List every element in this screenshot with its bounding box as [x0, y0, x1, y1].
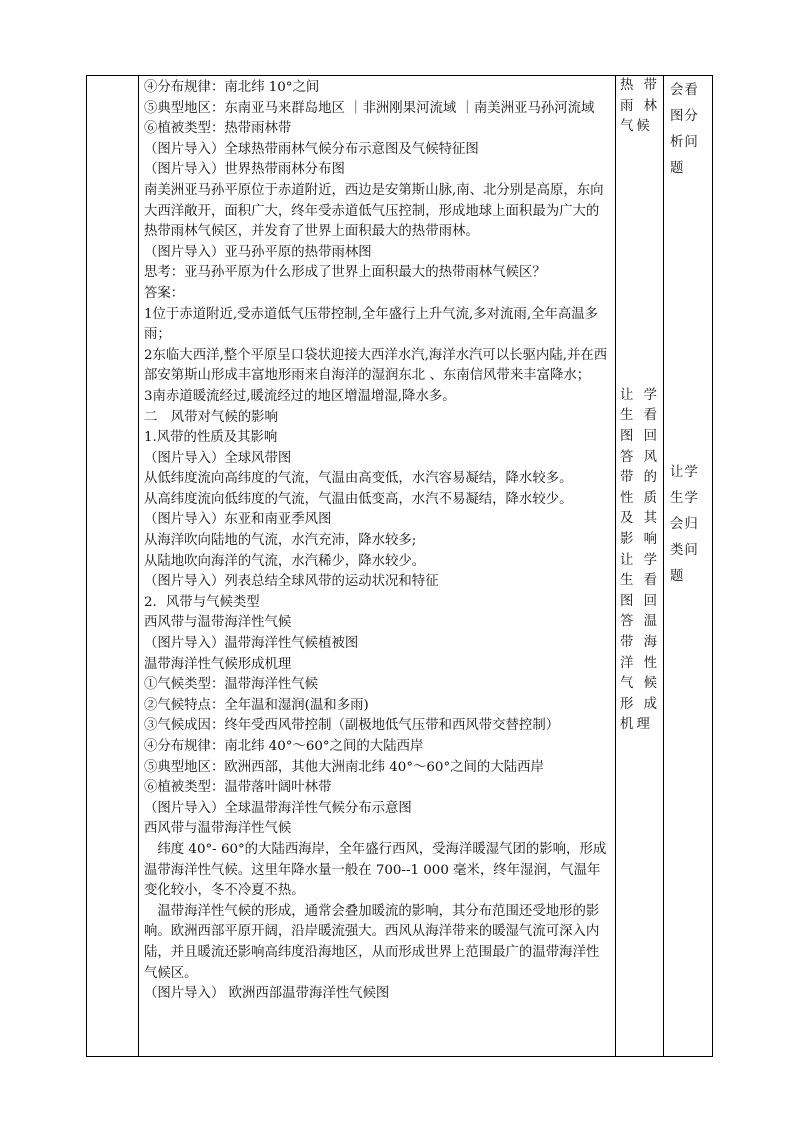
content-line: （图片导入）世界热带雨林分布图: [144, 162, 345, 178]
content-line: 2东临大西洋,整个平原呈口袋状迎接大西洋水汽,海洋水汽可以长驱内陆,并在西部安第斯山形成丰富地形雨来自海洋的湿润东北 、东南信风带来丰富降水；: [144, 347, 608, 384]
content-line: 西风带与温带海洋性气候: [144, 615, 292, 631]
design-intent-top: 会看图分析问题: [670, 83, 699, 176]
content-line: ⑥植被类型：温带落叶阔叶林带: [144, 780, 332, 796]
content-line: 从低纬度流向高纬度的气流，气温由高变低，水汽容易凝结，降水较多。: [144, 471, 573, 487]
content-line: 西风带与温带海洋性气候: [144, 821, 292, 837]
design-intent-cell: [664, 76, 713, 1057]
student-activity-cell: [616, 76, 664, 1057]
content-line: ③气候成因：终年受西风带控制（副极地低气压带和西风带交替控制）: [144, 718, 560, 734]
content-line: （图片导入）亚马孙平原的热带雨林图: [144, 244, 372, 260]
content-line: 3南赤道暖流经过,暖流经过的地区增温增湿,降水多。: [144, 388, 456, 404]
content-line: ④分布规律：南北纬 40°～60°之间的大陆西岸: [144, 739, 424, 754]
content-line: （图片导入） 欧洲西部温带海洋性气候图: [144, 986, 390, 1002]
content-line: 2．风带与气候类型: [144, 594, 260, 610]
student-activity: [616, 76, 663, 736]
content-line: 温带海洋性气候形成机理: [144, 656, 292, 672]
content-line: ④分布规律：南北纬 10°之间: [144, 80, 320, 95]
content-line: （图片导入）全球温带海洋性气候分布示意图: [144, 800, 412, 816]
content-line: 纬度 40°- 60°的大陆西海岸，全年盛行西风，受海洋暖湿气团的影响，形成温带海洋性气候。这里年降水量一般在 700--1 000 毫米，终年湿润，气温年变化较小，冬不冷夏不热。: [144, 841, 607, 899]
content-line: 从高纬度流向低纬度的气流，气温由低变高，水汽不易凝结，降水较少。: [144, 491, 573, 507]
student-activity-top: 热带雨林气候: [620, 78, 660, 135]
content-line: （图片导入）全球风带图: [144, 450, 292, 466]
content-line: 二 风带对气候的影响: [144, 409, 278, 425]
stage-column-cell: [87, 76, 139, 1057]
content-line: 答案：: [144, 285, 185, 301]
content-line: （图片导入）列表总结全球风带的运动状况和特征: [144, 574, 439, 590]
content-line: 1.风带的性质及其影响: [144, 430, 278, 446]
content-line: 思考：亚马孙平原为什么形成了世界上面积最大的热带雨林气候区？: [144, 265, 546, 281]
content-line: ②气候特点：全年温和湿润(温和多雨): [144, 697, 369, 713]
design-intent: [664, 76, 712, 590]
content-line: ⑥植被类型：热带雨林带: [144, 121, 292, 137]
content-line: 1位于赤道附近,受赤道低气压带控制,全年盛行上升气流,多对流雨,全年高温多雨；: [144, 306, 599, 343]
content-line: ⑤典型地区：东南亚马来群岛地区 ｜非洲刚果河流域 ｜南美洲亚马孙河流域: [144, 100, 595, 116]
teaching-content-cell: [139, 76, 616, 1057]
content-line: ⑤典型地区：欧洲西部，其他大洲南北纬 40°～60°之间的大陆西岸: [144, 759, 544, 775]
content-line: ①气候类型：温带海洋性气候: [144, 677, 319, 693]
teaching-content: [139, 76, 615, 1005]
lesson-plan-table: [86, 75, 713, 1057]
content-line: 南美洲亚马孙平原位于赤道附近，西边是安第斯山脉,南、北分别是高原，东向大西洋敞开，面积广大，终年受赤道低气压控制，形成地球上面积最为广大的热带雨林气候区，并发育了世界上面积最大的热带雨林。: [144, 182, 604, 240]
content-line: 从海洋吹向陆地的气流，水汽充沛，降水较多;: [144, 533, 417, 549]
design-intent-bottom: 让学生学会归类问题: [670, 465, 699, 584]
content-line: 从陆地吹向海洋的气流，水汽稀少，降水较少。: [144, 553, 426, 569]
content-line: （图片导入）东亚和南亚季风图: [144, 512, 332, 528]
content-line: （图片导入）温带海洋性气候植被图: [144, 636, 359, 652]
content-line: （图片导入）全球热带雨林气候分布示意图及气候特征图: [144, 141, 479, 157]
content-line: 温带海洋性气候的形成，通常会叠加暖流的影响，其分布范围还受地形的影响。欧洲西部平原开阔，沿岸暖流强大。西风从海洋带来的暖湿气流可深入内陆，并且暖流还影响高纬度沿海地区，从而形成世界上范围最广的温带海洋性气候区。: [144, 903, 600, 981]
student-activity-bottom: 让学生看图回答风带的性质及其影响让学生看图回答温带海洋性气候形成机理: [620, 387, 660, 733]
